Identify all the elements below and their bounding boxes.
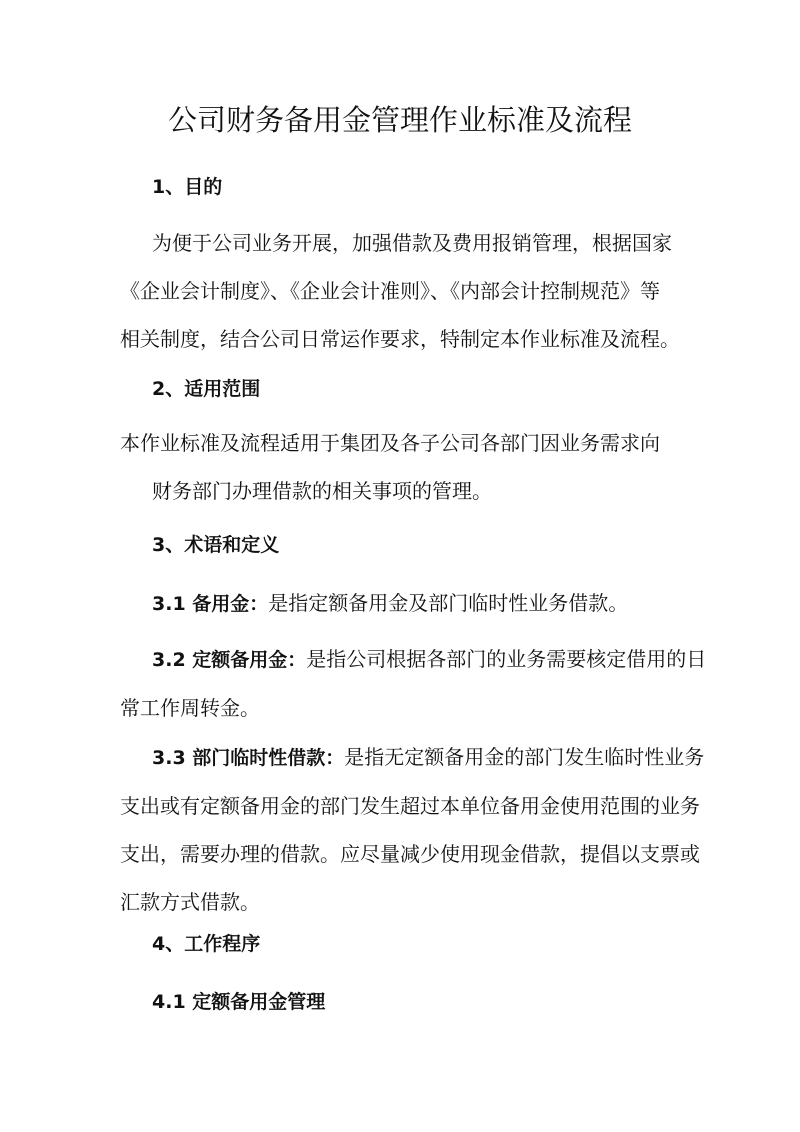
definition-text: 是指公司根据各部门的业务需要核定借用的日 bbox=[306, 647, 707, 671]
definition-term: 3.1 备用金： bbox=[152, 593, 269, 615]
section-body-scope bbox=[120, 419, 700, 515]
paragraph-line: 相关制度，结合公司日常运作要求，特制定本作业标准及流程。 bbox=[120, 327, 680, 351]
definition-temporary-loan bbox=[120, 733, 705, 926]
section-heading-procedure: 4、工作程序 bbox=[152, 933, 261, 955]
paragraph-line: 支出，需要办理的借款。应尽量减少使用现金借款，提倡以支票或 bbox=[120, 842, 700, 866]
definition-text: 是指定额备用金及部门临时性业务借款。 bbox=[268, 591, 629, 615]
document-title: 公司财务备用金管理作业标准及流程 bbox=[167, 103, 632, 137]
definition-fixed-petty-cash bbox=[120, 635, 707, 732]
section-heading-purpose: 1、目的 bbox=[152, 176, 223, 198]
paragraph-line: 支出或有定额备用金的部门发生超过本单位备用金使用范围的业务 bbox=[120, 794, 700, 818]
paragraph-line: 《企业会计制度》、《企业会计准则》、《内部会计控制规范》等 bbox=[120, 279, 660, 303]
section-heading-terms: 3、术语和定义 bbox=[152, 534, 280, 556]
definition-term: 3.2 定额备用金： bbox=[152, 649, 307, 671]
paragraph-line: 常工作周转金。 bbox=[120, 696, 260, 720]
paragraph-line: 汇款方式借款。 bbox=[120, 890, 260, 914]
section-body-purpose bbox=[120, 219, 700, 363]
paragraph-line: 为便于公司业务开展，加强借款及费用报销管理，根据国家 bbox=[152, 231, 672, 255]
paragraph-line: 本作业标准及流程适用于集团及各子公司各部门因业务需求向 bbox=[120, 431, 660, 455]
paragraph-line: 财务部门办理借款的相关事项的管理。 bbox=[152, 479, 492, 503]
section-heading-scope: 2、适用范围 bbox=[152, 378, 261, 400]
definition-petty-cash bbox=[152, 579, 732, 628]
definition-term: 3.3 部门临时性借款： bbox=[152, 747, 345, 769]
definition-text: 是指无定额备用金的部门发生临时性业务 bbox=[344, 745, 705, 769]
subsection-heading-fixed-petty-cash: 4.1 定额备用金管理 bbox=[152, 991, 326, 1013]
